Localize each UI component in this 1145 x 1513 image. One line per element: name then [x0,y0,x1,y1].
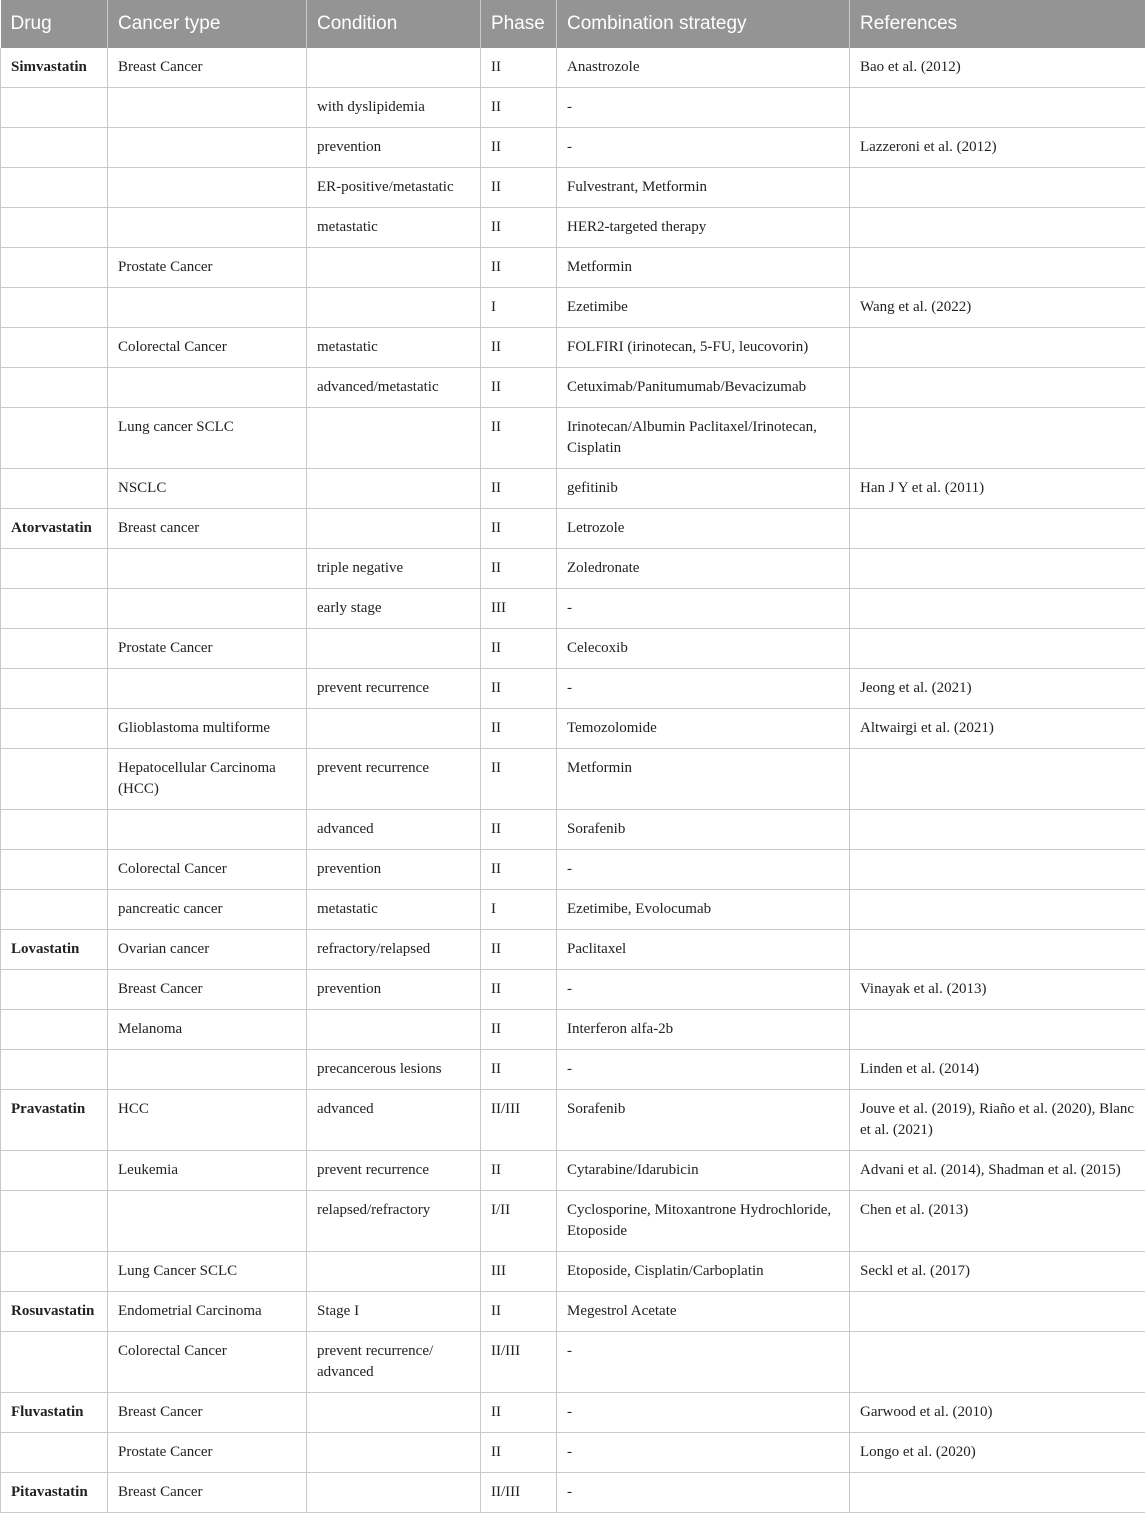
cancer-type-cell: Prostate Cancer [108,248,307,288]
drug-cell [1,669,108,709]
condition-cell [307,408,481,469]
column-header-cancer-type: Cancer type [108,0,307,48]
cancer-type-cell [108,589,307,629]
cancer-type-cell: Melanoma [108,1010,307,1050]
combination-strategy-cell: - [557,1473,850,1513]
condition-cell: metastatic [307,208,481,248]
phase-cell: II [481,469,557,509]
cancer-type-cell: Breast Cancer [108,1393,307,1433]
cancer-type-cell: NSCLC [108,469,307,509]
cancer-type-cell: Colorectal Cancer [108,850,307,890]
phase-cell: II [481,208,557,248]
condition-cell [307,288,481,328]
combination-strategy-cell: Temozolomide [557,709,850,749]
condition-cell: advanced [307,810,481,850]
combination-strategy-cell: Metformin [557,749,850,810]
references-cell: Chen et al. (2013) [850,1191,1145,1252]
combination-strategy-cell: - [557,850,850,890]
condition-cell [307,1393,481,1433]
combination-strategy-cell: Cyclosporine, Mitoxantrone Hydrochloride, Etoposide [557,1191,850,1252]
combination-strategy-cell: Celecoxib [557,629,850,669]
condition-cell: prevent recurrence [307,749,481,810]
cancer-type-cell [108,88,307,128]
table-row [1,248,1145,288]
references-cell [850,1332,1145,1393]
combination-strategy-cell: Irinotecan/Albumin Paclitaxel/Irinotecan, Cisplatin [557,408,850,469]
combination-strategy-cell: - [557,1050,850,1090]
references-cell: Jeong et al. (2021) [850,669,1145,709]
drug-cell [1,970,108,1010]
condition-cell [307,509,481,549]
condition-cell: precancerous lesions [307,1050,481,1090]
table-row [1,1090,1145,1151]
drug-cell [1,208,108,248]
references-cell [850,368,1145,408]
references-cell [850,168,1145,208]
cancer-type-cell: Hepatocellular Carcinoma (HCC) [108,749,307,810]
phase-cell: II [481,709,557,749]
condition-cell: prevention [307,128,481,168]
cancer-type-cell: Breast cancer [108,509,307,549]
cancer-type-cell: Endometrial Carcinoma [108,1292,307,1332]
combination-strategy-cell: Anastrozole [557,48,850,88]
cancer-type-cell: Colorectal Cancer [108,1332,307,1393]
references-cell [850,850,1145,890]
condition-cell: prevention [307,970,481,1010]
phase-cell: I [481,288,557,328]
table-row [1,970,1145,1010]
references-cell [850,549,1145,589]
table-row [1,669,1145,709]
table-row [1,208,1145,248]
references-cell: Altwairgi et al. (2021) [850,709,1145,749]
cancer-type-cell [108,288,307,328]
condition-cell [307,709,481,749]
condition-cell [307,1473,481,1513]
combination-strategy-cell: gefitinib [557,469,850,509]
condition-cell: advanced/metastatic [307,368,481,408]
drug-cell [1,1010,108,1050]
phase-cell: II [481,850,557,890]
references-cell [850,248,1145,288]
drug-cell [1,128,108,168]
combination-strategy-cell: Interferon alfa-2b [557,1010,850,1050]
phase-cell: II [481,669,557,709]
phase-cell: II [481,168,557,208]
cancer-type-cell [108,1191,307,1252]
drug-cell [1,1332,108,1393]
references-cell: Jouve et al. (2019), Riaño et al. (2020), Blanc et al. (2021) [850,1090,1145,1151]
table-row [1,48,1145,88]
cancer-type-cell: Ovarian cancer [108,930,307,970]
table-row [1,1332,1145,1393]
cancer-type-cell [108,208,307,248]
combination-strategy-cell: - [557,1393,850,1433]
phase-cell: II [481,1010,557,1050]
combination-strategy-cell: Fulvestrant, Metformin [557,168,850,208]
cancer-type-cell: Lung cancer SCLC [108,408,307,469]
combination-strategy-cell: Ezetimibe [557,288,850,328]
cancer-type-cell: Prostate Cancer [108,1433,307,1473]
table-row [1,1473,1145,1513]
table-row [1,549,1145,589]
phase-cell: II [481,509,557,549]
phase-cell: II [481,1433,557,1473]
cancer-type-cell: Lung Cancer SCLC [108,1252,307,1292]
combination-strategy-cell: FOLFIRI (irinotecan, 5-FU, leucovorin) [557,328,850,368]
combination-strategy-cell: Sorafenib [557,810,850,850]
combination-strategy-cell: - [557,128,850,168]
phase-cell: II [481,88,557,128]
table-row [1,368,1145,408]
drug-cell [1,248,108,288]
references-cell [850,88,1145,128]
condition-cell: early stage [307,589,481,629]
condition-cell [307,48,481,88]
references-cell [850,509,1145,549]
drug-cell [1,549,108,589]
phase-cell: II [481,749,557,810]
references-cell [850,208,1145,248]
table-row [1,890,1145,930]
table-body [1,48,1145,1513]
table-row [1,128,1145,168]
condition-cell: metastatic [307,890,481,930]
table-row [1,850,1145,890]
table-row [1,1191,1145,1252]
table-row [1,930,1145,970]
combination-strategy-cell: Metformin [557,248,850,288]
drug-cell [1,1050,108,1090]
table-row [1,509,1145,549]
cancer-type-cell: Leukemia [108,1151,307,1191]
drug-cell [1,1191,108,1252]
column-header-combination-strategy: Combination strategy [557,0,850,48]
phase-cell: II [481,549,557,589]
table-row [1,328,1145,368]
condition-cell: advanced [307,1090,481,1151]
combination-strategy-cell: Cytarabine/Idarubicin [557,1151,850,1191]
header-row [1,0,1145,48]
combination-strategy-cell: Etoposide, Cisplatin/Carboplatin [557,1252,850,1292]
references-cell [850,1473,1145,1513]
column-header-phase: Phase [481,0,557,48]
phase-cell: II [481,368,557,408]
references-cell [850,890,1145,930]
references-cell [850,1010,1145,1050]
column-header-references: References [850,0,1145,48]
condition-cell [307,469,481,509]
cancer-type-cell: HCC [108,1090,307,1151]
references-cell [850,629,1145,669]
drug-cell [1,890,108,930]
references-cell: Advani et al. (2014), Shadman et al. (2015) [850,1151,1145,1191]
drug-cell [1,1151,108,1191]
drug-cell [1,629,108,669]
condition-cell: prevent recurrence/ advanced [307,1332,481,1393]
phase-cell: II [481,48,557,88]
phase-cell: II [481,1151,557,1191]
references-cell [850,1292,1145,1332]
cancer-type-cell: Breast Cancer [108,48,307,88]
phase-cell: II [481,328,557,368]
references-cell: Garwood et al. (2010) [850,1393,1145,1433]
condition-cell [307,1433,481,1473]
table-row [1,469,1145,509]
phase-cell: I/II [481,1191,557,1252]
cancer-type-cell [108,368,307,408]
references-cell: Vinayak et al. (2013) [850,970,1145,1010]
table-row [1,810,1145,850]
table-row [1,288,1145,328]
cancer-type-cell [108,128,307,168]
drug-cell [1,328,108,368]
combination-strategy-cell: - [557,970,850,1010]
references-cell: Seckl et al. (2017) [850,1252,1145,1292]
drug-cell [1,288,108,328]
phase-cell: I [481,890,557,930]
references-cell [850,328,1145,368]
cancer-type-cell: Breast Cancer [108,1473,307,1513]
condition-cell: prevent recurrence [307,669,481,709]
table-row [1,589,1145,629]
table-row [1,1010,1145,1050]
drug-cell: Pravastatin [1,1090,108,1151]
phase-cell: II [481,810,557,850]
references-cell [850,749,1145,810]
drug-cell [1,408,108,469]
drug-cell [1,469,108,509]
drug-cell: Rosuvastatin [1,1292,108,1332]
table-row [1,88,1145,128]
references-cell: Lazzeroni et al. (2012) [850,128,1145,168]
condition-cell: relapsed/refractory [307,1191,481,1252]
condition-cell: refractory/relapsed [307,930,481,970]
cancer-type-cell: Breast Cancer [108,970,307,1010]
combination-strategy-cell: - [557,88,850,128]
references-cell: Wang et al. (2022) [850,288,1145,328]
cancer-type-cell: Colorectal Cancer [108,328,307,368]
table-row [1,408,1145,469]
cancer-type-cell [108,669,307,709]
table-row [1,1050,1145,1090]
table-header [1,0,1145,48]
drug-cell [1,810,108,850]
phase-cell: II/III [481,1090,557,1151]
condition-cell: ER-positive/metastatic [307,168,481,208]
combination-strategy-cell: Megestrol Acetate [557,1292,850,1332]
combination-strategy-cell: Cetuximab/Panitumumab/Bevacizumab [557,368,850,408]
combination-strategy-cell: - [557,669,850,709]
column-header-condition: Condition [307,0,481,48]
references-cell [850,810,1145,850]
cancer-type-cell [108,1050,307,1090]
condition-cell [307,1010,481,1050]
combination-strategy-cell: - [557,1433,850,1473]
drug-cell [1,168,108,208]
phase-cell: II [481,1393,557,1433]
combination-strategy-cell: Paclitaxel [557,930,850,970]
phase-cell: III [481,1252,557,1292]
drug-cell [1,589,108,629]
phase-cell: II/III [481,1473,557,1513]
table-row [1,1252,1145,1292]
condition-cell: triple negative [307,549,481,589]
drug-cell: Lovastatin [1,930,108,970]
cancer-type-cell: pancreatic cancer [108,890,307,930]
drug-cell [1,749,108,810]
cancer-type-cell: Prostate Cancer [108,629,307,669]
phase-cell: II [481,1050,557,1090]
condition-cell: metastatic [307,328,481,368]
phase-cell: II [481,629,557,669]
drug-cell: Atorvastatin [1,509,108,549]
drug-cell [1,368,108,408]
phase-cell: II [481,930,557,970]
cancer-type-cell [108,549,307,589]
condition-cell: prevention [307,850,481,890]
references-cell: Han J Y et al. (2011) [850,469,1145,509]
table-row [1,1151,1145,1191]
drug-cell: Fluvastatin [1,1393,108,1433]
combination-strategy-cell: Zoledronate [557,549,850,589]
references-cell [850,408,1145,469]
table-row [1,1393,1145,1433]
phase-cell: II [481,408,557,469]
table-row [1,709,1145,749]
phase-cell: II [481,248,557,288]
references-cell: Bao et al. (2012) [850,48,1145,88]
table-row [1,749,1145,810]
combination-strategy-cell: Ezetimibe, Evolocumab [557,890,850,930]
condition-cell: with dyslipidemia [307,88,481,128]
drug-cell [1,1252,108,1292]
combination-strategy-cell: HER2-targeted therapy [557,208,850,248]
references-cell [850,930,1145,970]
drug-cell: Pitavastatin [1,1473,108,1513]
drug-cell [1,1433,108,1473]
references-cell: Linden et al. (2014) [850,1050,1145,1090]
phase-cell: II [481,128,557,168]
column-header-drug: Drug [1,0,108,48]
cancer-type-cell [108,168,307,208]
references-cell: Longo et al. (2020) [850,1433,1145,1473]
phase-cell: II [481,970,557,1010]
combination-strategy-cell: Sorafenib [557,1090,850,1151]
table-row [1,168,1145,208]
drug-cell: Simvastatin [1,48,108,88]
table-row [1,1292,1145,1332]
phase-cell: III [481,589,557,629]
table-row [1,629,1145,669]
drug-cell [1,850,108,890]
combination-strategy-cell: - [557,589,850,629]
phase-cell: II [481,1292,557,1332]
cancer-type-cell: Glioblastoma multiforme [108,709,307,749]
condition-cell: Stage I [307,1292,481,1332]
combination-strategy-cell: Letrozole [557,509,850,549]
phase-cell: II/III [481,1332,557,1393]
condition-cell [307,1252,481,1292]
cancer-type-cell [108,810,307,850]
condition-cell [307,248,481,288]
references-cell [850,589,1145,629]
drug-cell [1,88,108,128]
drug-cell [1,709,108,749]
table-row [1,1433,1145,1473]
combination-strategy-cell: - [557,1332,850,1393]
condition-cell [307,629,481,669]
condition-cell: prevent recurrence [307,1151,481,1191]
